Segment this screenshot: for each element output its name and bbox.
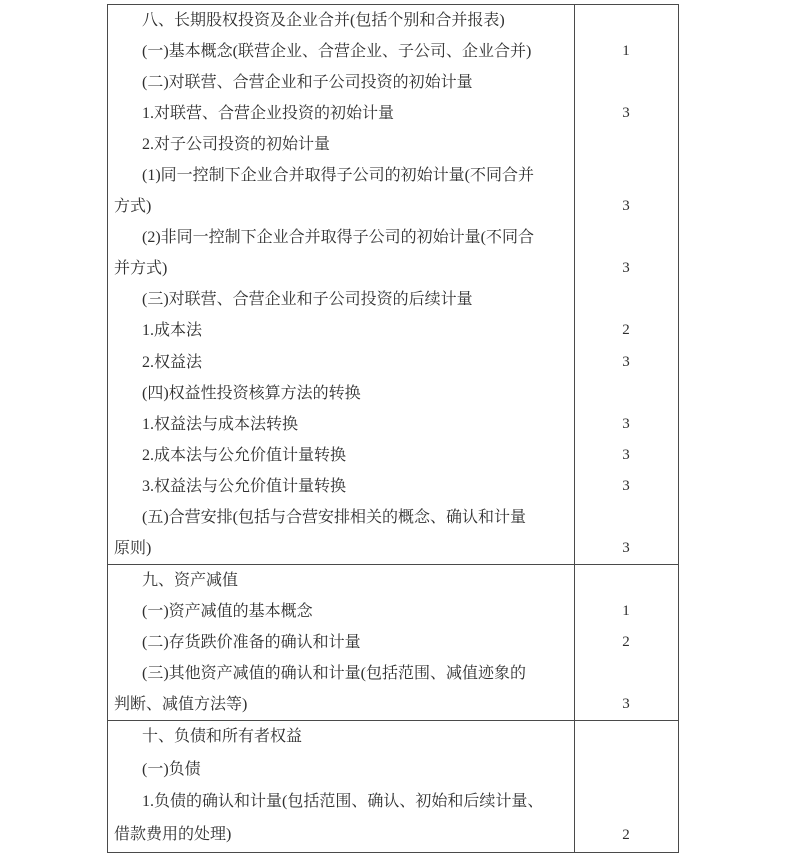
score-value: 3: [622, 353, 630, 370]
score-value: 3: [622, 105, 630, 122]
table-row: [108, 315, 678, 346]
score-value: 3: [622, 477, 630, 494]
score-value: 2: [622, 322, 630, 339]
topic-line: (二)存货跌价准备的确认和计量: [142, 633, 361, 651]
topic-cell: [108, 378, 574, 409]
topic-line: (三)其他资产减值的确认和计量(包括范围、减值迹象的: [142, 664, 526, 682]
score-value: 2: [622, 633, 630, 650]
score-cell: [574, 754, 678, 787]
score-cell: [574, 627, 678, 658]
score-cell: [574, 596, 678, 627]
topic-line: 1.权益法与成本法转换: [142, 415, 299, 433]
table-row: [108, 98, 678, 129]
topic-line: 判断、减值方法等): [114, 695, 248, 713]
topic-line: (一)资产减值的基本概念: [142, 602, 313, 620]
score-cell: [574, 378, 678, 409]
table-section-9: [108, 564, 678, 720]
table-row: [108, 440, 678, 471]
topic-cell: [108, 627, 574, 658]
syllabus-table: [107, 4, 679, 853]
score-cell: [574, 315, 678, 346]
table-section-8: [108, 5, 678, 564]
topic-line: 2.对子公司投资的初始计量: [142, 136, 331, 154]
topic-cell: [108, 315, 574, 346]
table-row: [108, 565, 678, 596]
score-value: 3: [622, 695, 630, 712]
topic-cell: [108, 5, 574, 36]
topic-cell: [108, 347, 574, 378]
topic-line: 八、长期股权投资及企业合并(包括个别和合并报表): [142, 12, 505, 29]
score-cell: [574, 347, 678, 378]
score-value: 3: [622, 260, 630, 277]
score-cell: [574, 36, 678, 67]
topic-cell: [108, 160, 574, 222]
topic-line: 方式): [114, 198, 152, 216]
topic-cell: [108, 565, 574, 596]
score-cell: [574, 502, 678, 564]
table-row: [108, 658, 678, 720]
score-cell: [574, 5, 678, 36]
score-cell: [574, 786, 678, 852]
topic-cell: [108, 67, 574, 98]
topic-line: (一)基本概念(联营企业、合营企业、子公司、企业合并): [142, 43, 532, 61]
topic-cell: [108, 98, 574, 129]
score-cell: [574, 409, 678, 440]
column-divider: [574, 721, 575, 852]
topic-cell: [108, 658, 574, 720]
topic-cell: [108, 440, 574, 471]
score-cell: [574, 284, 678, 315]
table-row: [108, 347, 678, 378]
topic-cell: [108, 596, 574, 627]
topic-line: 1.负债的确认和计量(包括范围、确认、初始和后续计量、: [142, 793, 544, 811]
score-value: 1: [622, 602, 630, 619]
table-row: [108, 409, 678, 440]
topic-line: (2)非同一控制下企业合并取得子公司的初始计量(不同合: [142, 229, 534, 247]
topic-line: 借款费用的处理): [114, 826, 232, 844]
table-section-10: [108, 720, 678, 852]
score-value: 2: [622, 827, 630, 844]
topic-cell: [108, 786, 574, 852]
table-row: [108, 67, 678, 98]
table-row: [108, 786, 678, 852]
table-row: [108, 721, 678, 754]
topic-cell: [108, 409, 574, 440]
score-cell: [574, 471, 678, 502]
topic-line: (四)权益性投资核算方法的转换: [142, 384, 361, 402]
table-row: [108, 222, 678, 284]
score-value: 3: [622, 539, 630, 556]
table-row: [108, 129, 678, 160]
topic-line: 1.对联营、合营企业投资的初始计量: [142, 105, 395, 123]
topic-line: (三)对联营、合营企业和子公司投资的后续计量: [142, 291, 473, 309]
topic-line: (五)合营安排(包括与合营安排相关的概念、确认和计量: [142, 508, 526, 526]
topic-cell: [108, 471, 574, 502]
topic-cell: [108, 754, 574, 787]
score-cell: [574, 129, 678, 160]
table-row: [108, 596, 678, 627]
score-value: 1: [622, 43, 630, 60]
table-row: [108, 160, 678, 222]
topic-cell: [108, 36, 574, 67]
topic-cell: [108, 502, 574, 564]
topic-cell: [108, 129, 574, 160]
score-cell: [574, 658, 678, 720]
topic-cell: [108, 222, 574, 284]
table-row: [108, 36, 678, 67]
topic-line: 1.成本法: [142, 322, 203, 340]
table-row: [108, 471, 678, 502]
score-value: 3: [622, 198, 630, 215]
column-divider: [574, 565, 575, 720]
topic-cell: [108, 721, 574, 754]
score-value: 3: [622, 415, 630, 432]
topic-line: 2.成本法与公允价值计量转换: [142, 446, 347, 464]
table-row: [108, 627, 678, 658]
topic-line: (二)对联营、合营企业和子公司投资的初始计量: [142, 74, 473, 92]
topic-line: 九、资产减值: [142, 571, 239, 589]
score-cell: [574, 98, 678, 129]
topic-line: 十、负债和所有者权益: [142, 727, 303, 745]
table-row: [108, 378, 678, 409]
score-cell: [574, 160, 678, 222]
score-cell: [574, 67, 678, 98]
table-row: [108, 502, 678, 564]
topic-line: 2.权益法: [142, 353, 203, 371]
table-row: [108, 284, 678, 315]
topic-cell: [108, 284, 574, 315]
topic-line: 并方式): [114, 260, 168, 278]
score-cell: [574, 440, 678, 471]
score-cell: [574, 565, 678, 596]
score-cell: [574, 222, 678, 284]
column-divider: [574, 5, 575, 564]
topic-line: (一)负债: [142, 760, 201, 778]
topic-line: (1)同一控制下企业合并取得子公司的初始计量(不同合并: [142, 167, 534, 185]
score-cell: [574, 721, 678, 754]
topic-line: 原则): [114, 539, 152, 557]
table-row: [108, 5, 678, 36]
topic-line: 3.权益法与公允价值计量转换: [142, 477, 347, 495]
score-value: 3: [622, 446, 630, 463]
table-row: [108, 754, 678, 787]
